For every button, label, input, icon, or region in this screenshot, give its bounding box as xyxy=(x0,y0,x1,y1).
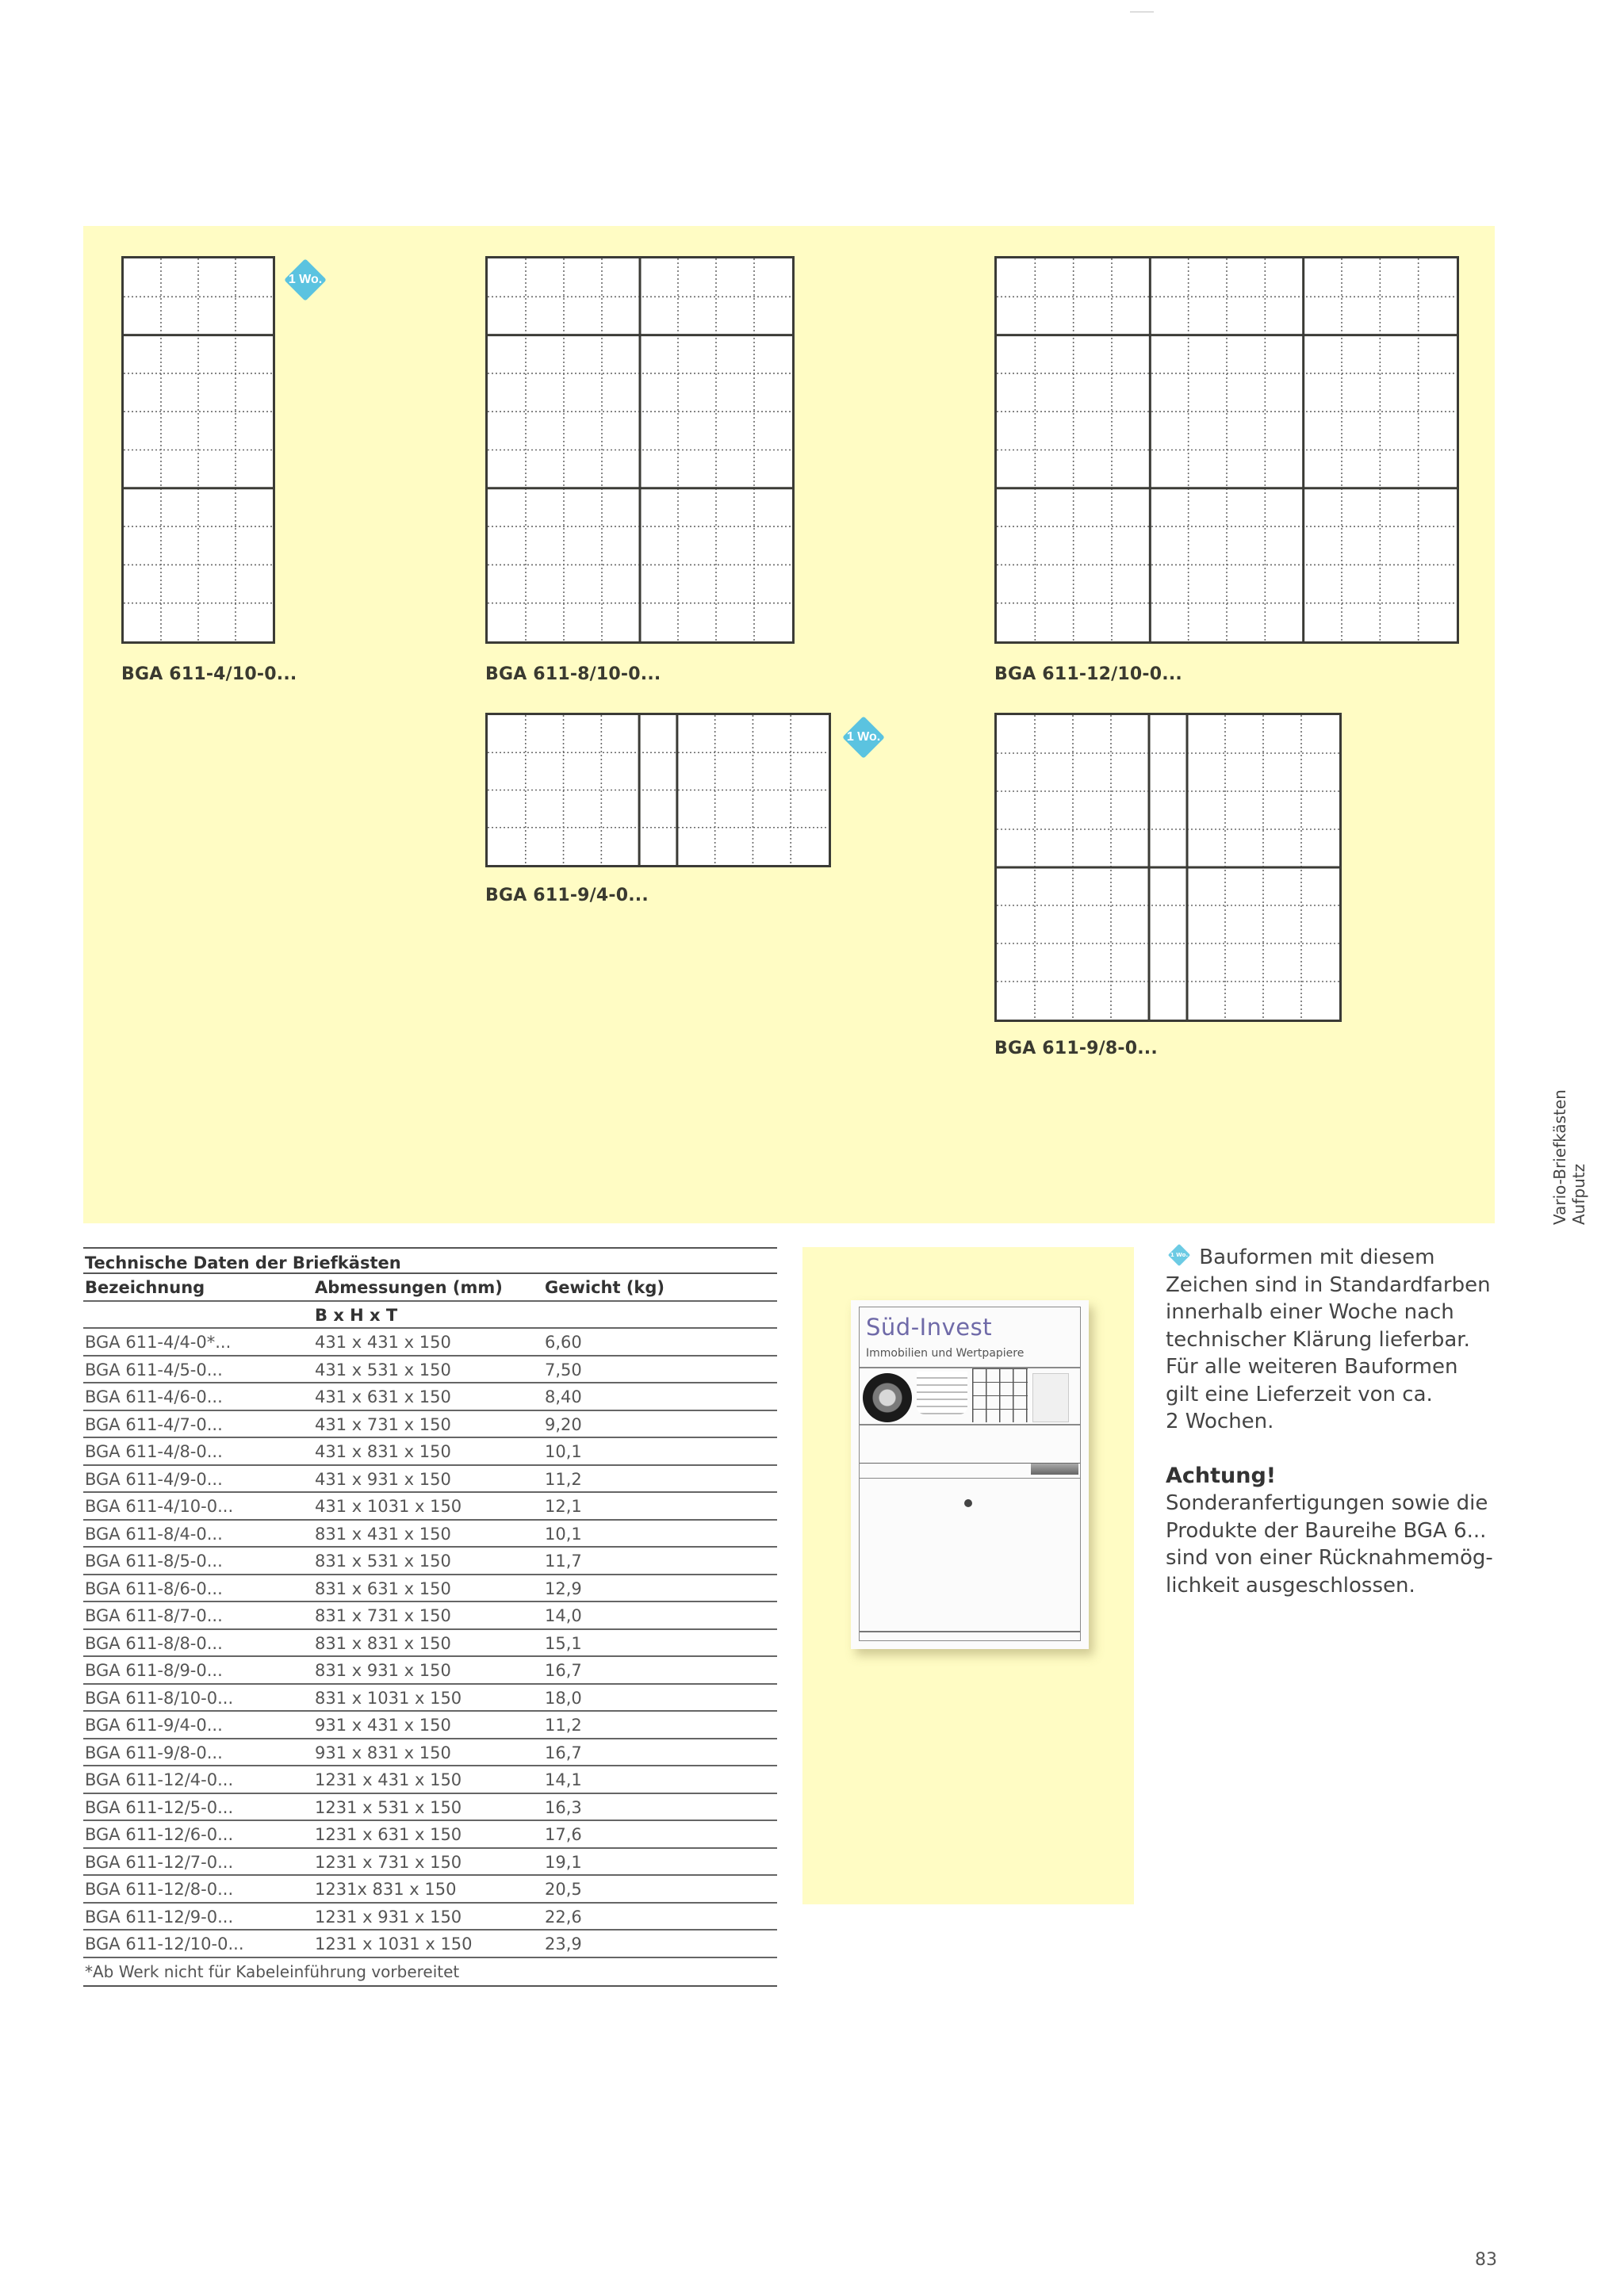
cell-dimensions: 431 x 731 x 150 xyxy=(315,1414,451,1434)
grid-lines xyxy=(124,258,273,641)
cell-dimensions: 831 x 731 x 150 xyxy=(315,1606,451,1625)
cell-weight: 10,1 xyxy=(545,1442,582,1461)
cell-weight: 10,1 xyxy=(545,1524,582,1544)
cell-designation: BGA 611-4/8-0... xyxy=(85,1442,223,1461)
table-row xyxy=(83,1602,777,1630)
warning-line: lichkeit ausgeschlossen. xyxy=(1166,1573,1415,1598)
badge-text: 1 Wo. xyxy=(846,730,881,744)
table-row xyxy=(83,1904,777,1931)
side-label-line-1: Vario-Briefkästen xyxy=(1550,1089,1569,1225)
cell-dimensions: 431 x 1031 x 150 xyxy=(315,1497,462,1516)
table-row xyxy=(83,1411,777,1439)
warning-line: sind von einer Rücknahmemög- xyxy=(1166,1546,1493,1570)
header-designation: Bezeichnung xyxy=(85,1278,205,1297)
table-row xyxy=(83,1630,777,1658)
diagram-bga-611-12-10 xyxy=(994,256,1459,644)
cell-designation: BGA 611-12/8-0... xyxy=(85,1880,234,1899)
cell-dimensions: 931 x 831 x 150 xyxy=(315,1743,451,1762)
cell-designation: BGA 611-8/4-0... xyxy=(85,1524,223,1544)
divider xyxy=(860,1631,1080,1632)
grid-lines xyxy=(997,258,1457,641)
cell-weight: 16,3 xyxy=(545,1797,582,1817)
cell-dimensions: 1231 x 931 x 150 xyxy=(315,1907,462,1927)
subheader-empty xyxy=(545,1302,775,1328)
table-row xyxy=(83,1794,777,1822)
table-row xyxy=(83,1521,777,1548)
cell-designation: BGA 611-12/10-0... xyxy=(85,1934,244,1954)
diagram-label-8-10: BGA 611-8/10-0... xyxy=(485,664,661,684)
cell-designation: BGA 611-9/4-0... xyxy=(85,1716,223,1735)
badge-text: 1 Wo. xyxy=(1170,1252,1189,1258)
slot-flap-icon xyxy=(1031,1464,1078,1475)
product-photo xyxy=(851,1300,1089,1649)
cell-weight: 16,7 xyxy=(545,1743,582,1762)
cell-dimensions: 431 x 831 x 150 xyxy=(315,1442,451,1461)
section-side-label xyxy=(1550,1089,1588,1225)
cell-dimensions: 831 x 831 x 150 xyxy=(315,1633,451,1653)
cell-weight: 16,7 xyxy=(545,1661,582,1680)
note-line: Zeichen sind in Standardfarben xyxy=(1166,1272,1491,1297)
table-row xyxy=(83,1766,777,1794)
intercom-module-row xyxy=(860,1368,1080,1424)
lock-icon xyxy=(964,1499,972,1507)
cell-weight: 20,5 xyxy=(545,1880,582,1899)
one-week-badge-icon xyxy=(842,716,885,759)
mailbox-front xyxy=(859,1307,1081,1641)
cell-dimensions: 831 x 931 x 150 xyxy=(315,1661,451,1680)
note-paragraph xyxy=(1166,1243,1515,1436)
cell-dimensions: 1231 x 531 x 150 xyxy=(315,1797,462,1817)
warning-line: Sonderanfertigungen sowie die xyxy=(1166,1491,1488,1515)
cell-designation: BGA 611-4/7-0... xyxy=(85,1414,223,1434)
side-label-line-2: Aufputz xyxy=(1569,1163,1588,1225)
cell-weight: 22,6 xyxy=(545,1907,582,1927)
cell-designation: BGA 611-8/7-0... xyxy=(85,1606,223,1625)
cell-dimensions: 1231 x 731 x 150 xyxy=(315,1852,462,1872)
cell-dimensions: 1231x 831 x 150 xyxy=(315,1880,457,1899)
cell-designation: BGA 611-12/5-0... xyxy=(85,1797,234,1817)
cell-weight: 12,9 xyxy=(545,1578,582,1598)
table-row xyxy=(83,1493,777,1521)
cell-designation: BGA 611-12/9-0... xyxy=(85,1907,234,1927)
warning-paragraph xyxy=(1166,1490,1515,1599)
table-row xyxy=(83,1739,777,1767)
note-line: Bauformen mit diesem xyxy=(1199,1246,1435,1269)
cell-dimensions: 431 x 931 x 150 xyxy=(315,1469,451,1489)
table-title: Technische Daten der Briefkästen xyxy=(83,1247,777,1274)
cell-weight: 11,2 xyxy=(545,1716,582,1735)
table-row xyxy=(83,1657,777,1685)
nameplate-subtitle: Immobilien und Wertpapiere xyxy=(866,1347,1025,1360)
table-row xyxy=(83,1548,777,1575)
diagram-label-9-8: BGA 611-9/8-0... xyxy=(994,1039,1158,1058)
bell-button-grid-icon xyxy=(972,1368,1028,1422)
diagram-bga-611-4-10 xyxy=(121,256,275,644)
cell-designation: BGA 611-12/7-0... xyxy=(85,1852,234,1872)
diagram-label-9-4: BGA 611-9/4-0... xyxy=(485,886,649,905)
note-line: gilt eine Lieferzeit von ca. xyxy=(1166,1382,1433,1406)
table-row xyxy=(83,1821,777,1849)
cell-weight: 9,20 xyxy=(545,1414,582,1434)
cell-dimensions: 831 x 1031 x 150 xyxy=(315,1688,462,1708)
grid-lines xyxy=(488,258,792,641)
cell-designation: BGA 611-8/10-0... xyxy=(85,1688,234,1708)
subheader-bxhxt: B x H x T xyxy=(315,1305,398,1325)
nameplate-brand: Süd-Invest xyxy=(866,1314,993,1341)
technical-data-table xyxy=(83,1247,777,1987)
cell-dimensions: 831 x 631 x 150 xyxy=(315,1578,451,1598)
table-footnote: *Ab Werk nicht für Kabeleinführung vorbereitet xyxy=(83,1958,777,1987)
badge-text: 1 Wo. xyxy=(288,273,323,286)
cell-weight: 14,0 xyxy=(545,1606,582,1625)
table-row xyxy=(83,1438,777,1466)
cell-designation: BGA 611-8/5-0... xyxy=(85,1552,223,1571)
page-edge-mark xyxy=(1130,11,1154,13)
cell-designation: BGA 611-4/5-0... xyxy=(85,1360,223,1380)
diagram-bga-611-9-4 xyxy=(485,713,831,867)
cell-dimensions: 831 x 531 x 150 xyxy=(315,1552,451,1571)
warning-title: Achtung! xyxy=(1166,1463,1277,1488)
header-weight: Gewicht (kg) xyxy=(545,1278,665,1297)
cell-designation: BGA 611-4/6-0... xyxy=(85,1387,223,1406)
table-row xyxy=(83,1931,777,1958)
cell-weight: 23,9 xyxy=(545,1934,582,1954)
cell-weight: 8,40 xyxy=(545,1387,582,1406)
cell-dimensions: 1231 x 1031 x 150 xyxy=(315,1934,473,1954)
cell-weight: 11,7 xyxy=(545,1552,582,1571)
cell-designation: BGA 611-4/10-0... xyxy=(85,1497,234,1516)
cell-weight: 15,1 xyxy=(545,1633,582,1653)
diagram-label-12-10: BGA 611-12/10-0... xyxy=(994,664,1182,684)
grid-lines xyxy=(997,715,1339,1020)
table-row xyxy=(83,1849,777,1877)
cell-weight: 18,0 xyxy=(545,1688,582,1708)
cell-weight: 14,1 xyxy=(545,1770,582,1789)
grid-lines xyxy=(488,715,829,865)
cell-dimensions: 1231 x 431 x 150 xyxy=(315,1770,462,1789)
cell-dimensions: 931 x 431 x 150 xyxy=(315,1716,451,1735)
cell-weight: 12,1 xyxy=(545,1497,582,1516)
delivery-note xyxy=(1166,1243,1515,1599)
cell-dimensions: 1231 x 631 x 150 xyxy=(315,1825,462,1844)
cell-designation: BGA 611-8/9-0... xyxy=(85,1661,223,1680)
cell-designation: BGA 611-12/4-0... xyxy=(85,1770,234,1789)
table-header-row xyxy=(83,1274,777,1302)
name-tag-icon xyxy=(1032,1373,1069,1422)
cell-designation: BGA 611-4/9-0... xyxy=(85,1469,223,1489)
table-row xyxy=(83,1383,777,1411)
cell-weight: 6,60 xyxy=(545,1333,582,1352)
subheader-empty xyxy=(83,1302,315,1328)
cell-dimensions: 831 x 431 x 150 xyxy=(315,1524,451,1544)
one-week-badge-icon xyxy=(1166,1243,1193,1267)
cell-designation: BGA 611-9/8-0... xyxy=(85,1743,223,1762)
one-week-badge-icon xyxy=(284,258,327,301)
table-subheader-row xyxy=(83,1302,777,1330)
warning-line: Produkte der Baureihe BGA 6... xyxy=(1166,1518,1487,1543)
table-row xyxy=(83,1357,777,1384)
cell-dimensions: 431 x 431 x 150 xyxy=(315,1333,451,1352)
note-line: 2 Wochen. xyxy=(1166,1410,1274,1433)
cell-designation: BGA 611-12/6-0... xyxy=(85,1825,234,1844)
table-row xyxy=(83,1466,777,1494)
camera-icon xyxy=(863,1373,912,1422)
table-row xyxy=(83,1712,777,1739)
speaker-grille-icon xyxy=(917,1372,967,1414)
table-row xyxy=(83,1329,777,1357)
divider xyxy=(860,1424,1080,1425)
cell-designation: BGA 611-8/6-0... xyxy=(85,1578,223,1598)
table-row xyxy=(83,1685,777,1712)
note-line: Für alle weiteren Bauformen xyxy=(1166,1355,1458,1379)
cell-dimensions: 431 x 631 x 150 xyxy=(315,1387,451,1406)
cell-weight: 11,2 xyxy=(545,1469,582,1489)
table-body xyxy=(83,1329,777,1958)
note-line: technischer Klärung lieferbar. xyxy=(1166,1327,1470,1352)
diagram-bga-611-8-10 xyxy=(485,256,795,644)
cell-weight: 17,6 xyxy=(545,1825,582,1844)
page-number: 83 xyxy=(1475,2250,1497,2270)
cell-weight: 19,1 xyxy=(545,1852,582,1872)
cell-designation: BGA 611-8/8-0... xyxy=(85,1633,223,1653)
table-row xyxy=(83,1876,777,1904)
cell-weight: 7,50 xyxy=(545,1360,582,1380)
cell-designation: BGA 611-4/4-0*... xyxy=(85,1333,232,1352)
diagram-bga-611-9-8 xyxy=(994,713,1342,1022)
table-row xyxy=(83,1575,777,1603)
note-line: innerhalb einer Woche nach xyxy=(1166,1300,1454,1324)
header-dimensions: Abmessungen (mm) xyxy=(315,1278,503,1297)
cell-dimensions: 431 x 531 x 150 xyxy=(315,1360,451,1380)
diagram-label-4-10: BGA 611-4/10-0... xyxy=(121,664,297,684)
